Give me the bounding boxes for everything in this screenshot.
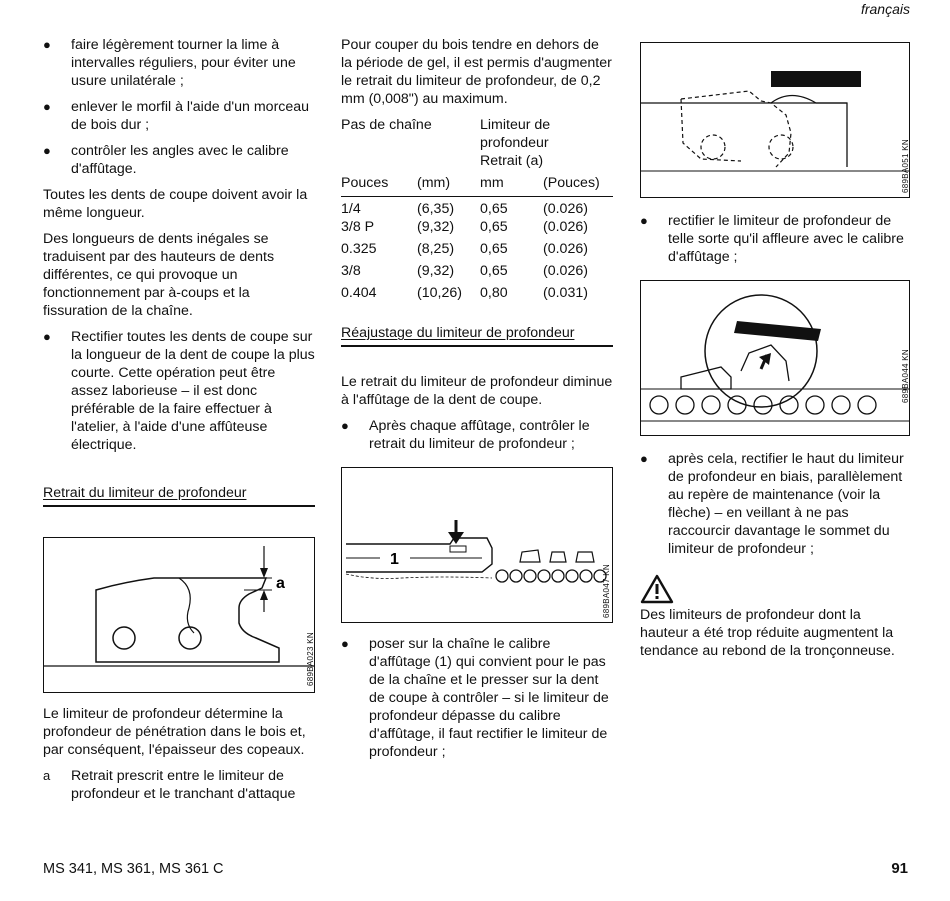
paragraph: Toutes les dents de coupe doivent avoir la même longueur. <box>43 187 308 221</box>
figure-code: 689BA023 KN <box>306 631 315 686</box>
bullet-item: ● rectifier le limiteur de profondeur de telle sorte qu'il affleure avec le calibre d'affûtage ; <box>640 213 904 265</box>
paragraph: Pour couper du bois tendre en dehors de la période de gel, il est permis d'augmenter le retrait du limiteur de profondeur, de 0,2 mm (0,008") au maximum. <box>341 37 612 107</box>
table-row: 0.325 (8,25) 0,65 (0.026) <box>341 241 588 257</box>
bullet-item: ● Après chaque affûtage, contrôler le retrait du limiteur de profondeur ; <box>341 418 590 452</box>
table-subheader: mm <box>480 175 504 191</box>
table-subheader: (Pouces) <box>543 175 600 191</box>
table-header: Retrait (a) <box>480 153 544 169</box>
legend-item: a Retrait prescrit entre le limiteur de profondeur et le tranchant d'attaque <box>43 768 296 802</box>
warning-text: Des limiteurs de profondeur dont la hauteur a été trop réduite augmentent la tendance au rebond de la tronçonneuse. <box>640 607 895 659</box>
figure-label-a: a <box>276 575 285 592</box>
depth-gauge-table <box>341 116 613 306</box>
paragraph: Le limiteur de profondeur détermine la profondeur de pénétration dans le bois et, par conséquent, l'épaisseur des copeaux. <box>43 706 306 758</box>
paragraph: Le retrait du limiteur de profondeur diminue à l'affûtage de la dent de coupe. <box>341 374 613 408</box>
bullet-item: ● après cela, rectifier le haut du limiteur de profondeur en biais, parallèlement au repère de maintenance (voir la flèche) – en veillant à ne pas raccourcir davantage le sommet du limiteur de profondeur ; <box>640 451 904 557</box>
figure-flush-depth-gauge <box>640 42 910 198</box>
figure-bevel-depth-gauge <box>640 280 910 436</box>
column-1 <box>43 36 315 811</box>
table-row: 3/8 (9,32) 0,65 (0.026) <box>341 263 588 279</box>
table-row: 3/8 P (9,32) 0,65 (0.026) <box>341 219 588 235</box>
column-2 <box>341 36 613 769</box>
figure-filing-gauge <box>341 467 613 623</box>
bullet-item: ● enlever le morfil à l'aide d'un morceau de bois dur ; <box>43 99 310 133</box>
bullet-item: ● poser sur la chaîne le calibre d'affûtage (1) qui convient pour le pas de la chaîne et le presser sur la dent de coupe à contrôler – si le limiteur de profondeur dépasse du calibre d'affûtage, il faut rectifier le limiteur de profondeur ; <box>341 636 609 760</box>
figure-code: 689BA051 KN <box>901 138 910 193</box>
bullet-item: ● faire légèrement tourner la lime à intervalles réguliers, pour éviter une usure unilatérale ; <box>43 37 296 89</box>
bullet-item: ● contrôler les angles avec le calibre d'affûtage. <box>43 143 289 177</box>
page-number: 91 <box>891 860 908 877</box>
figure-code: 689BA047 KN <box>602 563 611 618</box>
table-header: Limiteur de profondeur <box>480 117 551 151</box>
table-row: 1/4 (6,35) 0,65 (0.026) <box>341 200 588 217</box>
table-header: Pas de chaîne <box>341 117 432 133</box>
figure-label-1: 1 <box>390 551 399 568</box>
bullet-item: ● Rectifier toutes les dents de coupe sur la longueur de la dent de coupe la plus courte. Cette opération peut être assez laborieuse – il est donc préférable de la faire effectuer à l'atelier, à l'aide d'une affûteuse électrique. <box>43 329 315 453</box>
column-3 <box>640 42 910 668</box>
warning-icon <box>640 574 674 604</box>
paragraph: Des longueurs de dents inégales se traduisent par des hauteurs de dents différentes, ce qui provoque un fonctionnement par à-coups et la fissuration de la chaîne. <box>43 231 275 319</box>
table-subheader: (mm) <box>417 175 451 191</box>
table-row: 0.404 (10,26) 0,80 (0.031) <box>341 285 588 301</box>
section-heading: Réajustage du limiteur de profondeur <box>341 324 613 347</box>
language-label: français <box>860 1 910 17</box>
footer-models: MS 341, MS 361, MS 361 C <box>43 861 224 877</box>
section-heading: Retrait du limiteur de profondeur <box>43 484 315 507</box>
figure-depth-gauge-setting <box>43 537 315 693</box>
table-subheader: Pouces <box>341 175 389 191</box>
figure-code: 689BA044 KN <box>901 348 910 403</box>
